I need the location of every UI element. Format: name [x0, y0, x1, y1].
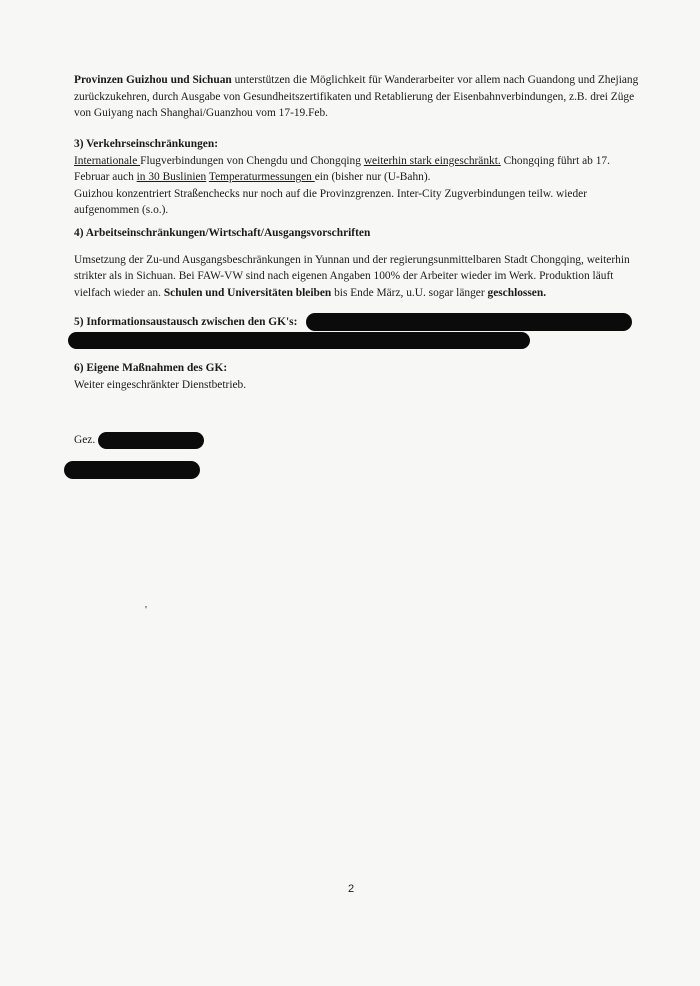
intro-bold-lead: Provinzen Guizhou und Sichuan: [74, 74, 232, 86]
intro-line-3: von Guiyang nach Shanghai/Guanzhou vom 17-19.Feb.: [74, 107, 329, 119]
section-4-l3-d: geschlossen.: [487, 286, 547, 299]
section-4-l3-a: vielfach wieder an.: [74, 286, 164, 299]
section-5-heading: 5) Informationsaustausch zwischen den GK's:: [74, 316, 298, 328]
section-3: [74, 136, 634, 219]
section-3-l2-b: in 30 Buslinien: [136, 171, 207, 183]
section-4-line-1: Umsetzung der Zu-und Ausgangsbeschränkungen in Yunnan und der regierungsunmittelbaren Stadt Chongqing, weiterhin: [74, 253, 630, 266]
signature-prefix: Gez.: [74, 434, 96, 446]
section-3-l1-b: Flugverbindungen von Chengdu und Chongqing: [140, 154, 364, 167]
section-3-l2-a: Februar auch: [74, 171, 137, 183]
intro-paragraph: [74, 72, 654, 122]
intro-line-2: zurückzukehren, durch Ausgabe von Gesundheitszertifikaten und Retablierung der Eisenbahnverbindungen, z.B. drei Züge: [74, 90, 635, 103]
section-3-heading: 3) Verkehrseinschränkungen:: [74, 138, 218, 150]
section-4-l3-c: bis Ende März, u.U. sogar länger: [331, 286, 488, 299]
section-4-line-3: [74, 285, 644, 302]
section-3-l1-c: weiterhin stark eingeschränkt.: [363, 154, 501, 167]
section-3-l2-e: ein (bisher nur (U-Bahn).: [314, 171, 431, 183]
section-6-heading: 6) Eigene Maßnahmen des GK:: [74, 362, 228, 374]
section-4-heading: 4) Arbeitseinschränkungen/Wirtschaft/Ausgangsvorschriften: [74, 227, 371, 239]
section-3-line-3: Guizhou konzentriert Straßenchecks nur noch auf die Provinzgrenzen. Inter-City Zugverbindungen teilw. wieder: [74, 187, 588, 200]
section-3-l1-a: Internationale: [74, 154, 141, 167]
intro-line-1-rest: unterstützen die Möglichkeit für Wanderarbeiter vor allem nach Guandong und Zhejiang: [231, 74, 639, 86]
section-6: [74, 360, 474, 393]
section-3-line-4: aufgenommen (s.o.).: [74, 204, 169, 216]
redaction-bar-signature-name: [98, 432, 204, 449]
section-5: [74, 314, 314, 331]
intro-line-1: [74, 72, 654, 89]
section-3-l1-d: Chongqing führt ab 17.: [500, 154, 610, 167]
section-3-line-1: [74, 153, 634, 170]
stray-mark: ': [145, 604, 147, 616]
section-4-line-2: strikter als in Sichuan. Bei FAW-VW sind nach eigenen Angaben 100% der Arbeiter wieder im Werk. Produktion läuft: [74, 270, 614, 282]
section-3-line-2: [74, 169, 634, 186]
section-4: [74, 225, 644, 301]
section-6-text: Weiter eingeschränkter Dienstbetrieb.: [74, 378, 247, 391]
redaction-bar-signature-title: [64, 461, 200, 479]
redaction-bar-section-5-line-2: [68, 332, 530, 349]
page-number: 2: [348, 883, 355, 895]
section-3-l2-d: Temperaturmessungen: [208, 171, 315, 183]
redaction-bar-section-5-line-1: [306, 313, 632, 331]
section-4-l3-b: Schulen und Universitäten bleiben: [163, 286, 332, 299]
